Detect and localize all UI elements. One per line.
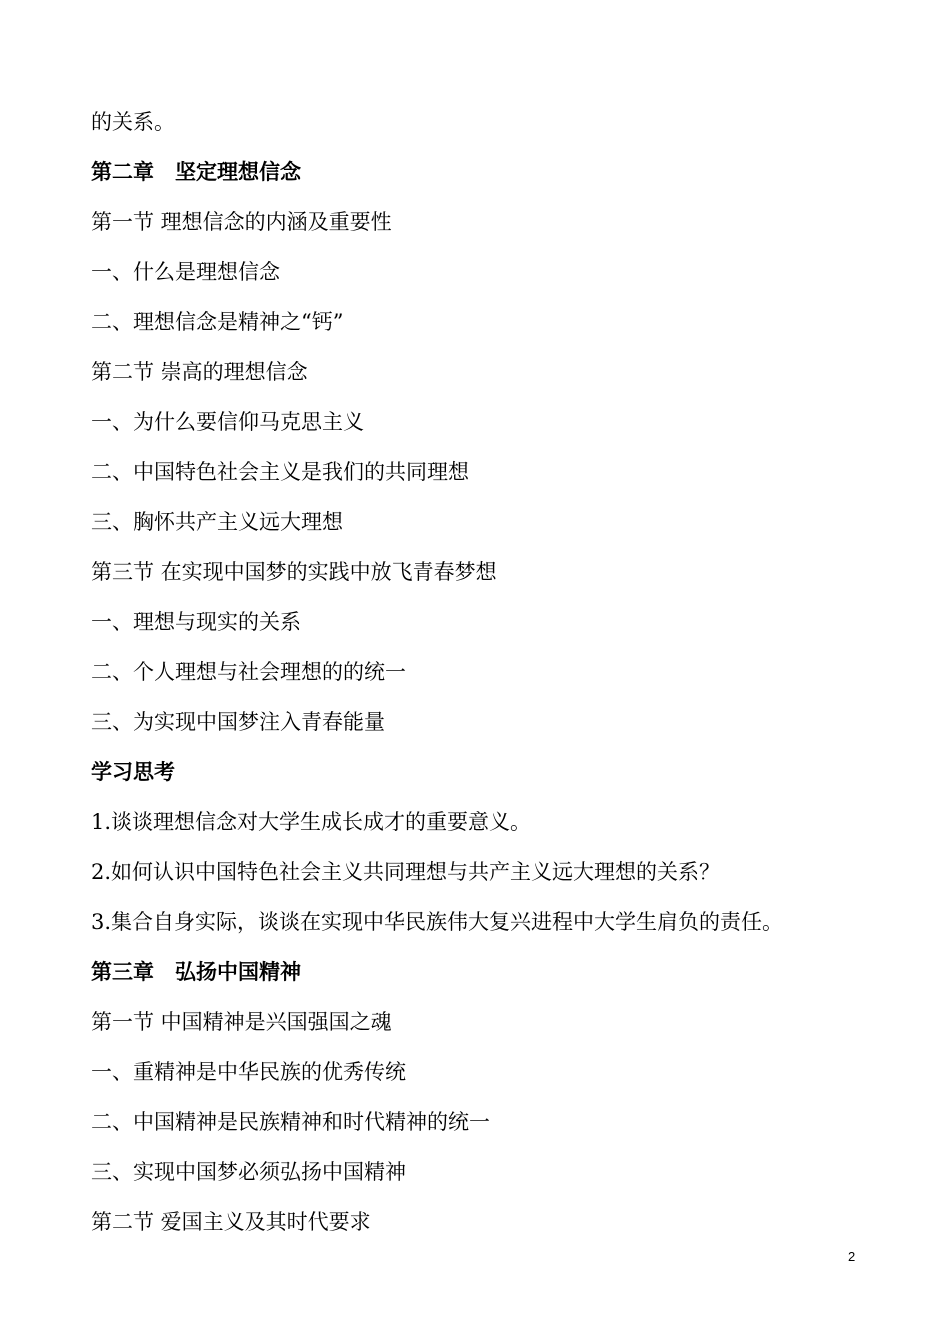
list-item: 二、理想信念是精神之“钙” <box>91 310 344 334</box>
question-item: 1.谈谈理想信念对大学生成长成才的重要意义。 <box>91 810 532 834</box>
list-item: 一、什么是理想信念 <box>91 260 280 284</box>
list-item: 三、实现中国梦必须弘扬中国精神 <box>91 1160 406 1184</box>
chapter-heading: 第三章 弘扬中国精神 <box>91 960 301 984</box>
list-item: 三、为实现中国梦注入青春能量 <box>91 710 385 734</box>
section-heading: 第二节 爱国主义及其时代要求 <box>91 1210 371 1234</box>
list-item: 一、为什么要信仰马克思主义 <box>91 410 364 434</box>
list-item: 二、中国特色社会主义是我们的共同理想 <box>91 460 469 484</box>
section-heading: 第一节 中国精神是兴国强国之魂 <box>91 1010 392 1034</box>
chapter-heading: 第二章 坚定理想信念 <box>91 160 301 184</box>
question-item: 2.如何认识中国特色社会主义共同理想与共产主义远大理想的关系？ <box>91 860 721 884</box>
page-number: 2 <box>848 1249 856 1264</box>
section-heading: 第三节 在实现中国梦的实践中放飞青春梦想 <box>91 560 497 584</box>
list-item: 二、中国精神是民族精神和时代精神的统一 <box>91 1110 490 1134</box>
list-item: 二、个人理想与社会理想的的统一 <box>91 660 406 684</box>
question-item: 3.集合自身实际，谈谈在实现中华民族伟大复兴进程中大学生肩负的责任。 <box>91 910 784 934</box>
list-item: 一、理想与现实的关系 <box>91 610 301 634</box>
section-heading: 第一节 理想信念的内涵及重要性 <box>91 210 392 234</box>
section-heading: 第二节 崇高的理想信念 <box>91 360 308 384</box>
study-heading: 学习思考 <box>91 760 175 784</box>
list-item: 三、胸怀共产主义远大理想 <box>91 510 343 534</box>
text-line: 的关系。 <box>91 110 175 134</box>
list-item: 一、重精神是中华民族的优秀传统 <box>91 1060 406 1084</box>
